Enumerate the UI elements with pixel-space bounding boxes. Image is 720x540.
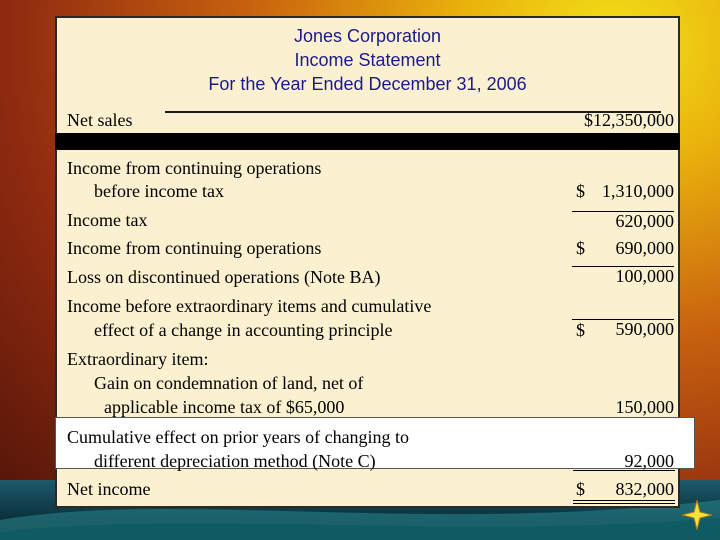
income-tax-label: Income tax xyxy=(67,210,148,230)
cumulative-effect-label-1: Cumulative effect on prior years of changing to xyxy=(67,427,410,447)
cont-ops-label: Income from continuing operations xyxy=(67,238,322,258)
divider-bar xyxy=(55,133,680,150)
cont-ops-before-tax-label-2: before income tax xyxy=(94,181,224,201)
net-income-dollar: $ xyxy=(576,479,585,499)
net-income-label: Net income xyxy=(67,479,151,499)
cumulative-effect-label-2: different depreciation method (Note C) xyxy=(94,451,376,471)
company-name: Jones Corporation xyxy=(293,26,442,46)
extraordinary-amount: 150,000 xyxy=(615,397,674,417)
statement-period: For the Year Ended December 31, 2006 xyxy=(208,74,527,94)
cont-ops-before-tax-label-1: Income from continuing operations xyxy=(67,158,322,178)
cont-ops-amount: 690,000 xyxy=(615,238,674,258)
loss-discontinued-label: Loss on discontinued operations (Note BA) xyxy=(67,267,381,287)
cumulative-effect-amount: 92,000 xyxy=(624,451,674,471)
income-before-extra-amount: 590,000 xyxy=(572,319,674,338)
income-before-extra-label-1: Income before extraordinary items and cumulative xyxy=(67,296,432,316)
cumulative-effect-underline xyxy=(573,470,675,471)
extraordinary-label-3: applicable income tax of $65,000 xyxy=(104,397,345,417)
net-income-underline-1 xyxy=(573,500,675,501)
cont-ops-before-tax-dollar: $ xyxy=(576,181,585,201)
net-income-underline-2 xyxy=(573,503,675,504)
net-sales-label: Net sales xyxy=(67,110,133,130)
cont-ops-dollar: $ xyxy=(576,238,585,258)
extraordinary-label-1: Extraordinary item: xyxy=(67,349,209,369)
sparkle-icon xyxy=(682,500,712,530)
income-before-extra-dollar: $ xyxy=(576,320,585,340)
statement-title: Income Statement xyxy=(294,50,441,70)
net-income-amount: 832,000 xyxy=(615,479,674,499)
extraordinary-label-2: Gain on condemnation of land, net of xyxy=(94,373,364,393)
net-sales-amount: $12,350,000 xyxy=(584,110,674,130)
income-tax-amount: 620,000 xyxy=(572,211,674,230)
loss-discontinued-amount: 100,000 xyxy=(572,266,674,285)
cont-ops-before-tax-amount: 1,310,000 xyxy=(602,181,674,201)
income-before-extra-label-2: effect of a change in accounting principle xyxy=(94,320,393,340)
